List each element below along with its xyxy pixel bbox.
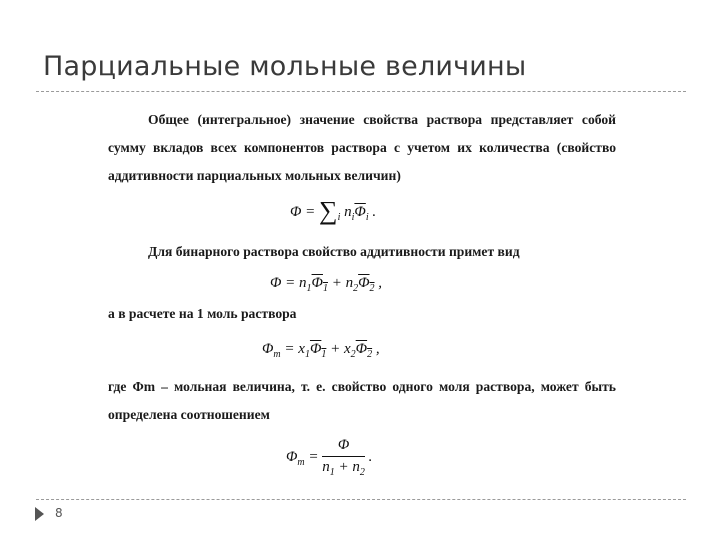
formula-molar-ratio: $\Phi_m$ = $\frac{\Phi}{n_1 + n_2}$ . <box>286 437 373 478</box>
slide-title: Парциальные мольные величины <box>43 51 527 82</box>
line-per-mole: а в расчете на 1 моль раствора <box>108 306 297 321</box>
sum-symbol: ∑ <box>319 196 338 225</box>
footer-divider <box>36 499 686 500</box>
title-divider <box>36 91 686 92</box>
page-number: 8 <box>55 506 63 520</box>
paragraph-intro: Общее (интегральное) значение свойства раствора представляет собой сумму вкладов всех компонентов раствора с учетом их количества (свойство аддитивности парциальных мольных величин) <box>108 112 616 183</box>
fraction: $\frac{\Phi}{n_1 + n_2}$ <box>322 437 365 478</box>
slide-marker-icon <box>35 507 44 521</box>
formula-total-property: $\Phi = \sum_i$ $n_i\overline{\Phi}_i$ . <box>290 196 377 225</box>
paragraph-molar-definition: где Φm – мольная величина, т. е. свойство одного моля раствора, может быть определена соотношением <box>108 379 616 422</box>
formula-molar: $\Phi_m = x_1\Phi_1 + x_2\Phi_2$ , <box>262 341 380 360</box>
paragraph-binary: Для бинарного раствора свойство аддитивности примет вид <box>148 244 520 259</box>
formula-binary: $\Phi = n_1\Phi_1 + n_2\Phi_2$ , <box>270 275 383 294</box>
